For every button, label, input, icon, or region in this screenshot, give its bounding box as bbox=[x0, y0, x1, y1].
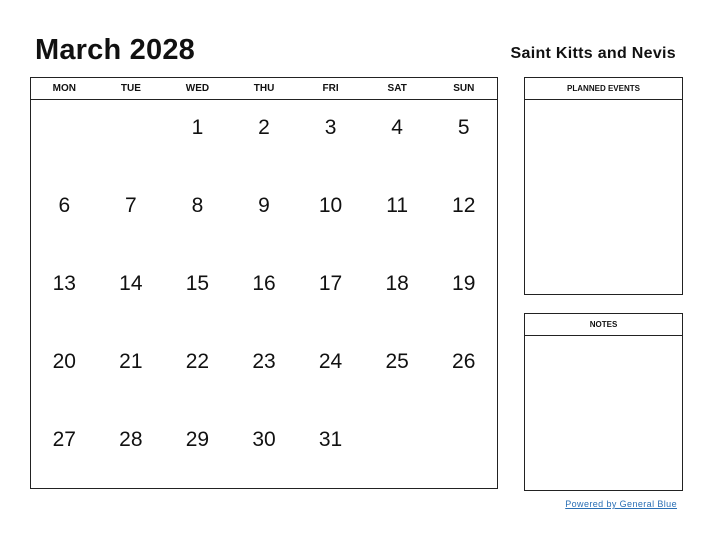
weekday-mon: MON bbox=[52, 83, 76, 94]
planned-events-heading: PLANNED EVENTS bbox=[525, 78, 682, 100]
day-cell: 5 bbox=[457, 116, 470, 139]
day-cell bbox=[31, 100, 98, 178]
day-cell: 26 bbox=[452, 350, 476, 373]
day-cell: 18 bbox=[385, 272, 409, 295]
day-cell: 8 bbox=[191, 194, 204, 217]
weekday-thu: THU bbox=[253, 83, 275, 94]
day-cell: 7 bbox=[125, 194, 137, 217]
day-cell: 2 bbox=[258, 116, 270, 139]
weekday-tue: TUE bbox=[120, 83, 141, 94]
weekday-header-row bbox=[31, 78, 497, 100]
day-cell: 27 bbox=[52, 428, 76, 451]
day-grid bbox=[31, 100, 497, 490]
day-cell: 31 bbox=[318, 428, 343, 451]
calendar-grid bbox=[30, 77, 498, 489]
weekday-sun: SUN bbox=[453, 83, 475, 94]
day-cell: 14 bbox=[119, 272, 143, 295]
notes-heading: NOTES bbox=[525, 314, 682, 336]
day-cell: 15 bbox=[185, 272, 210, 295]
day-cell: 13 bbox=[52, 272, 76, 295]
planned-events-panel bbox=[524, 77, 683, 295]
weekday-wed: WED bbox=[185, 83, 210, 94]
day-cell: 12 bbox=[452, 194, 476, 217]
notes-panel bbox=[524, 313, 683, 491]
day-cell bbox=[430, 412, 497, 490]
day-cell: 30 bbox=[252, 428, 276, 451]
day-cell: 9 bbox=[258, 194, 270, 217]
day-cell: 1 bbox=[191, 116, 204, 139]
day-cell: 4 bbox=[391, 116, 403, 139]
weekday-fri: FRI bbox=[322, 83, 339, 94]
day-cell: 19 bbox=[452, 272, 476, 295]
page-title: March 2028 bbox=[35, 34, 195, 66]
weekday-sat: SAT bbox=[387, 83, 407, 94]
day-cell bbox=[98, 100, 165, 178]
day-cell: 17 bbox=[318, 272, 343, 295]
day-cell: 11 bbox=[386, 194, 409, 217]
day-cell: 25 bbox=[385, 350, 409, 373]
day-cell: 29 bbox=[185, 428, 210, 451]
country-label: Saint Kitts and Nevis bbox=[510, 45, 676, 62]
day-cell: 6 bbox=[58, 194, 71, 217]
day-cell bbox=[364, 412, 431, 490]
powered-by-link[interactable]: Powered by General Blue bbox=[565, 499, 677, 509]
day-cell: 23 bbox=[252, 350, 276, 373]
day-cell: 21 bbox=[119, 350, 143, 373]
day-cell: 10 bbox=[318, 194, 343, 217]
day-cell: 16 bbox=[252, 272, 276, 295]
day-cell: 3 bbox=[324, 116, 337, 139]
day-cell: 22 bbox=[185, 350, 210, 373]
day-cell: 28 bbox=[119, 428, 143, 451]
day-cell: 20 bbox=[52, 350, 76, 373]
day-cell: 24 bbox=[318, 350, 343, 373]
